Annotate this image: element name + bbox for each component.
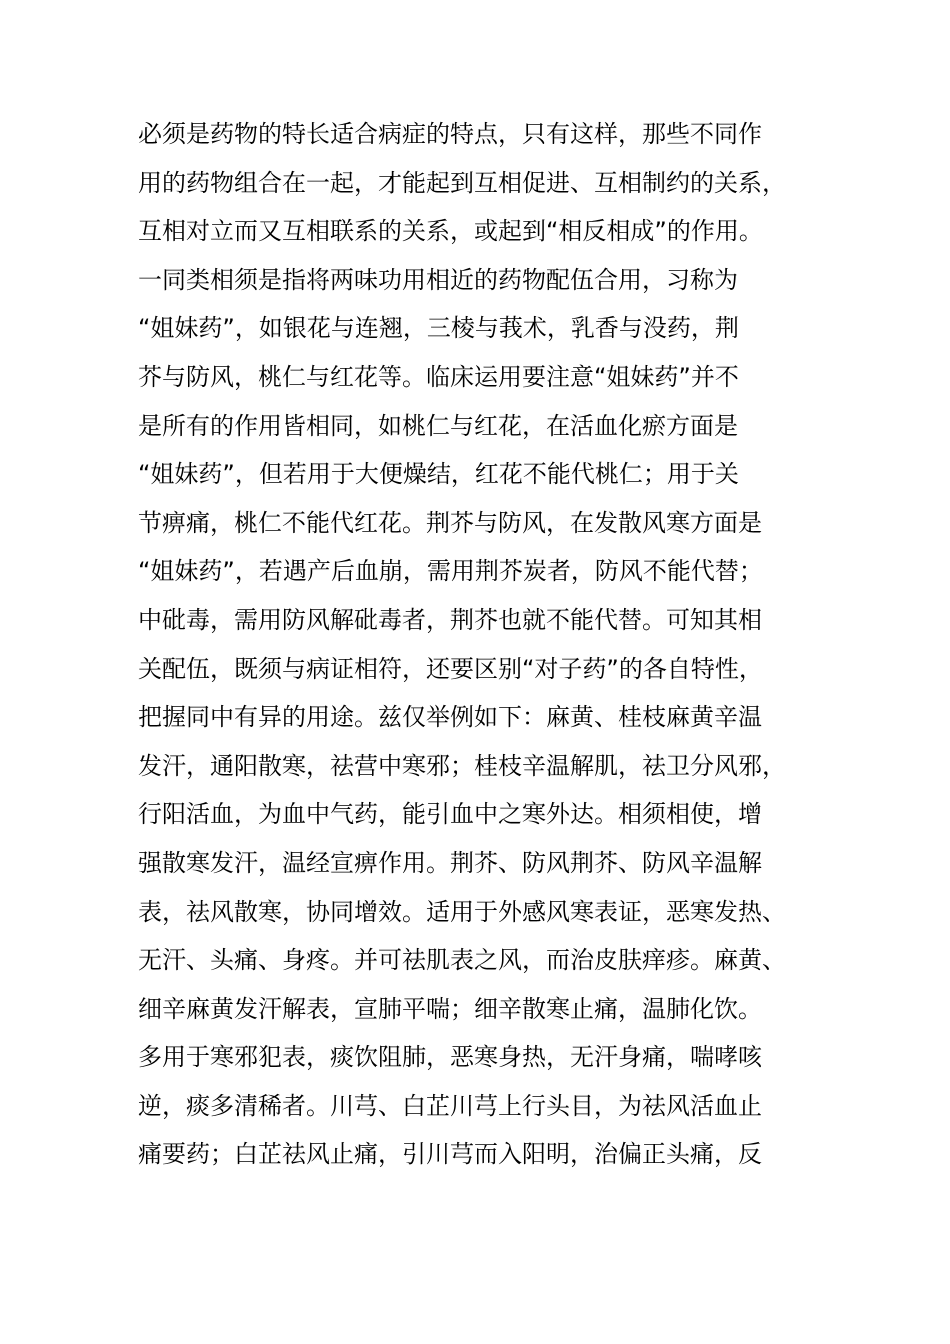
text-line-9: 节痹痛，桃仁不能代红花。荆芥与防风，在发散风寒方面是 (138, 508, 762, 537)
text-line-6: 芥与防风，桃仁与红花等。临床运用要注意“姐妹药”并不 (138, 362, 739, 391)
text-line-22: 痛要药；白芷祛风止痛，引川芎而入阳明，治偏正头痛，反 (138, 1140, 762, 1169)
text-line-12: 关配伍，既须与病证相符，还要区别“对子药”的各自特性， (138, 654, 763, 683)
text-line-21: 逆，痰多清稀者。川芎、白芷川芎上行头目，为祛风活血止 (138, 1091, 762, 1120)
text-line-7: 是所有的作用皆相同，如桃仁与红花，在活血化瘀方面是 (138, 411, 738, 440)
text-line-16: 强散寒发汗，温经宣痹作用。荆芥、防风荆芥、防风辛温解 (138, 848, 762, 877)
text-line-1: 必须是药物的特长适合病症的特点，只有这样，那些不同作 (138, 120, 762, 148)
text-line-14: 发汗，通阳散寒，祛营中寒邪；桂枝辛温解肌，祛卫分风邪， (138, 751, 786, 780)
text-line-2: 用的药物组合在一起，才能起到互相促进、互相制约的关系， (138, 168, 786, 197)
text-line-10: “姐妹药”，若遇产后血崩，需用荆芥炭者，防风不能代替； (138, 557, 763, 586)
text-line-20: 多用于寒邪犯表，痰饮阻肺，恶寒身热，无汗身痛，喘哮咳 (138, 1043, 762, 1072)
text-line-5: “姐妹药”，如银花与连翘，三棱与莪术，乳香与没药，荆 (138, 314, 739, 343)
text-line-18: 无汗、头痛、身疼。并可祛肌表之风，而治皮肤痒疹。麻黄、 (138, 946, 786, 975)
text-line-15: 行阳活血，为血中气药，能引血中之寒外达。相须相使，增 (138, 800, 762, 829)
text-line-17: 表，祛风散寒，协同增效。适用于外感风寒表证，恶寒发热、 (138, 897, 786, 926)
body-text (138, 110, 818, 1179)
text-line-19: 细辛麻黄发汗解表，宣肺平喘；细辛散寒止痛，温肺化饮。 (138, 994, 762, 1023)
text-line-4: 一同类相须是指将两味功用相近的药物配伍合用，习称为 (138, 265, 738, 294)
text-line-3: 互相对立而又互相联系的关系，或起到“相反相成”的作用。 (138, 217, 763, 246)
text-line-11: 中砒毒，需用防风解砒毒者，荆芥也就不能代替。可知其相 (138, 605, 762, 634)
text-line-8: “姐妹药”，但若用于大便燥结，红花不能代桃仁；用于关 (138, 460, 739, 489)
text-line-13: 把握同中有异的用途。兹仅举例如下：麻黄、桂枝麻黄辛温 (138, 703, 762, 732)
